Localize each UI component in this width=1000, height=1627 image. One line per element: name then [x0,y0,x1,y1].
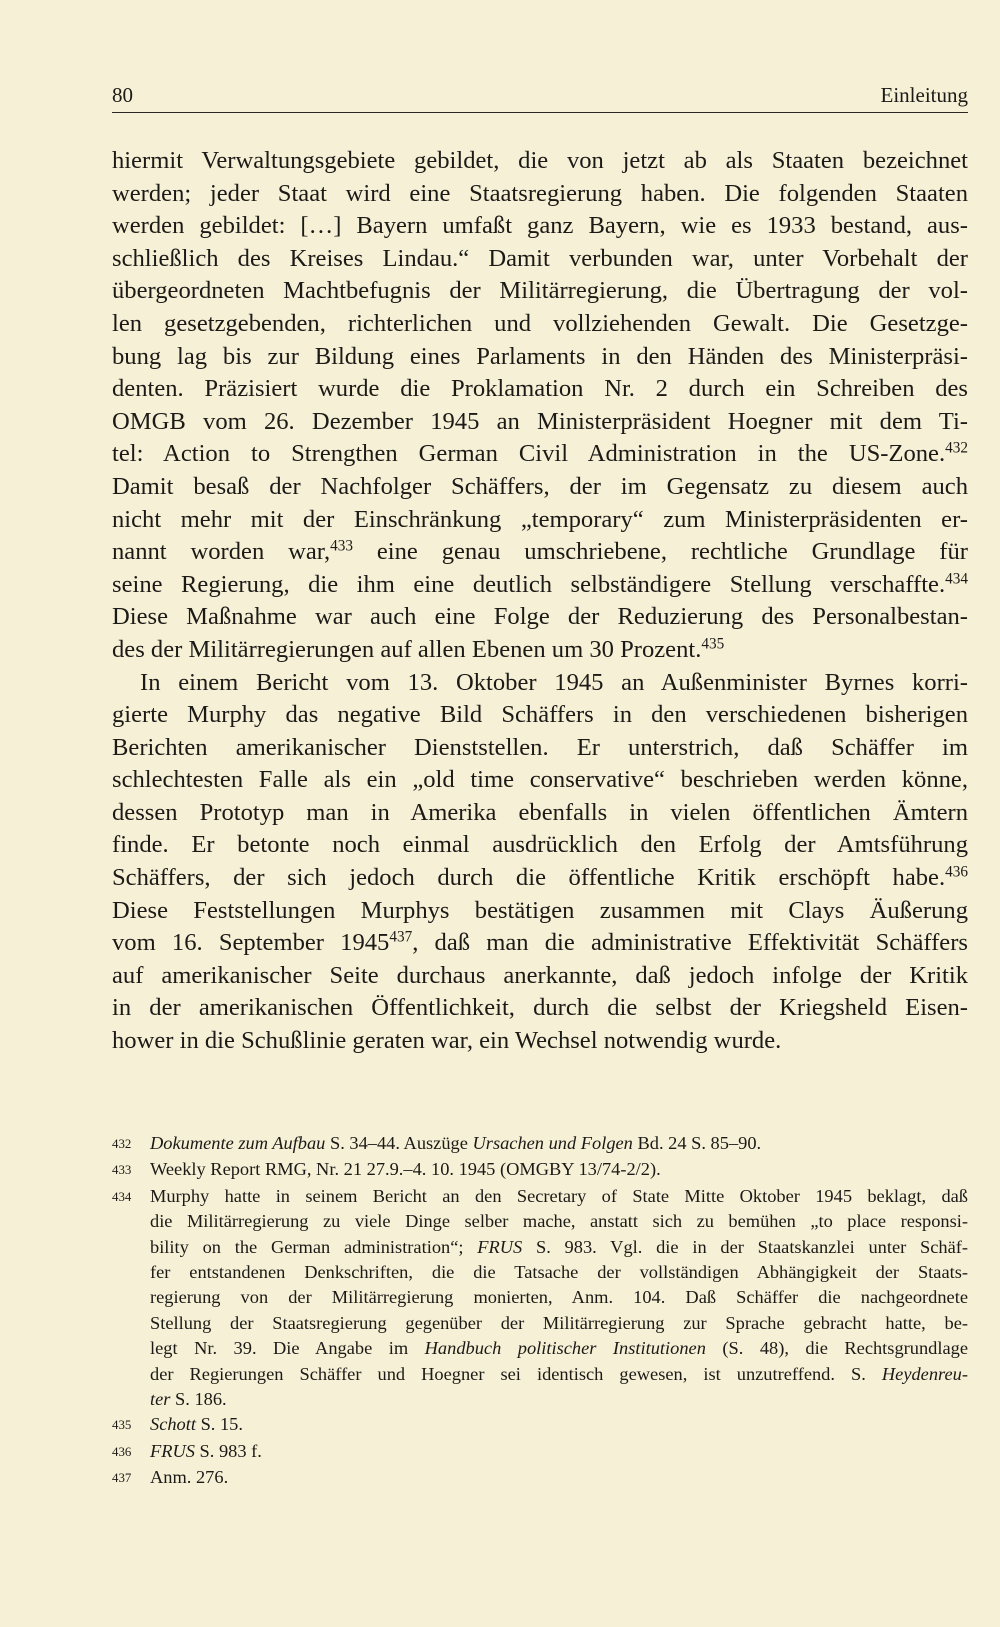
paragraph-1 [112,145,968,667]
text-line: Diese Feststellungen Murphys bestätigen zusammen mit Clays Äußerung [112,896,968,924]
footnote-ref[interactable]: 433 [330,537,354,555]
italic-title: ter [150,1389,171,1410]
footnote-line: die Militärregierung zu viele Dinge selber mache, anstatt sich zu bemühen „to place responsi- [150,1211,968,1232]
footnote-number: 436 [112,1444,132,1459]
text-line [112,569,968,602]
text-line: gierte Murphy das negative Bild Schäffers in den verschiedenen bisherigen [112,701,968,729]
footnote-line: regierung von der Militärregierung monierten, Anm. 104. Daß Schäffer die nachgeordnete [150,1287,968,1308]
footnote-text: Anm. 276. [150,1467,229,1488]
text-run: S. 34–44. Auszüge [325,1133,473,1153]
text-line [112,438,968,471]
text-line: hiermit Verwaltungsgebiete gebildet, die von jetzt ab als Staaten bezeichnet [112,147,968,174]
text-line: schließlich des Kreises Lindau.“ Damit verbunden war, unter Vorbehalt der [112,244,968,272]
paragraph-2 [112,667,968,1058]
footnote-line [150,1362,968,1387]
text-line: werden; jeder Staat wird eine Staatsregierung haben. Die folgenden Staaten [112,179,968,207]
text-run: (S. 48), die Rechtsgrundlage [705,1338,968,1359]
italic-title: Heydenreu- [881,1363,968,1384]
footnote-434 [112,1184,968,1413]
line-text: Schäffers, der sich jedoch durch die öffentliche Kritik erschöpft habe. [112,864,946,892]
text-line: werden gebildet: […] Bayern umfaßt ganz Bayern, wie es 1933 bestand, aus- [112,212,968,240]
footnote-436 [112,1439,968,1465]
line-text: , daß man die administrative Effektivität Schäffers [412,929,968,957]
line-text: vom 16. September 1945 [112,929,390,957]
text-line: in der amerikanischen Öffentlichkeit, durch die selbst der Kriegsheld Eisen- [112,994,968,1022]
main-text [112,145,968,1058]
page-header [112,78,968,113]
text-run: bility on the German administration“; [150,1236,478,1257]
italic-title: FRUS [150,1440,195,1461]
text-line [112,634,968,667]
italic-title: FRUS [477,1236,523,1257]
text-run: S. 186. [170,1389,227,1410]
footnote-437 [112,1465,968,1491]
footnote-432 [112,1131,968,1157]
text-line: übergeordneten Machtbefugnis der Militärregierung, die Übertragung der vol- [112,277,968,305]
text-line: bung lag bis zur Bildung eines Parlaments in den Händen des Ministerpräsi- [112,342,968,370]
footnote-line: Murphy hatte in seinem Bericht an den Secretary of State Mitte Oktober 1945 beklagt, daß [150,1185,968,1206]
text-line: OMGB vom 26. Dezember 1945 an Ministerpräsident Hoegner mit dem Ti- [112,407,968,435]
footnote-text [150,1184,968,1413]
text-line: In einem Bericht vom 13. Oktober 1945 an Außenminister Byrnes korri- [140,668,968,696]
text-line: hower in die Schußlinie geraten war, ein Wechsel notwendig wurde. [112,1027,782,1055]
text-line [112,927,968,960]
text-run: legt Nr. 39. Die Angabe im [150,1338,425,1359]
line-text: tel: Action to Strengthen German Civil Administration in the US-Zone. [112,440,946,468]
footnote-line [150,1387,968,1412]
text-line [112,862,968,895]
text-run: S. 983. Vgl. die in der Staatskanzlei unter Schäf- [522,1236,968,1257]
footnote-number: 432 [112,1137,132,1151]
footnote-text: Weekly Report RMG, Nr. 21 27.9.–4. 10. 1945 (OMGBY 13/74-2/2). [150,1159,661,1180]
italic-title: Schott [150,1414,196,1435]
text-line: nicht mehr mit der Einschränkung „temporary“ zum Ministerpräsidenten er- [112,505,968,533]
footnote-ref[interactable]: 434 [945,570,968,588]
text-line [112,536,968,569]
footnote-ref[interactable]: 437 [389,928,413,946]
footnote-433 [112,1157,968,1183]
italic-title: Dokumente zum Aufbau [150,1133,326,1153]
running-title: Einleitung [880,83,968,107]
page-number: 80 [112,83,133,107]
text-line: denten. Präzisiert wurde die Proklamation Nr. 2 durch ein Schreiben des [112,375,968,403]
footnote-435 [112,1412,968,1438]
line-text: des der Militärregierungen auf allen Ebenen um 30 Prozent. [112,635,702,663]
footnote-number: 433 [112,1163,132,1178]
footnote-line [150,1235,968,1260]
text-run: S. 983 f. [194,1440,262,1461]
line-text: eine genau umschriebene, rechtliche Grundlage für [353,538,968,566]
footnote-number: 437 [112,1471,132,1486]
footnote-line: fer entstandenen Denkschriften, die die Tatsache der vollständigen Abhängigkeit der Staats- [150,1262,968,1283]
line-text: nannt worden war, [112,538,331,566]
footnote-text [150,1439,968,1465]
text-line: dessen Prototyp man in Amerika ebenfalls in vielen öffentlichen Ämtern [112,798,968,826]
text-line: Damit besaß der Nachfolger Schäffers, der im Gegensatz zu diesem auch [112,472,968,500]
footnote-ref[interactable]: 435 [701,635,725,653]
text-line: len gesetzgebenden, richterlichen und vollziehenden Gewalt. Die Gesetzge- [112,309,968,337]
footnote-number: 435 [112,1418,132,1433]
text-run: der Regierungen Schäffer und Hoegner sei identisch gewesen, ist unzutreffend. S. [150,1363,882,1384]
text-line: Diese Maßnahme war auch eine Folge der Reduzierung des Personalbestan- [112,603,968,631]
text-line: finde. Er betonte noch einmal ausdrücklich den Erfolg der Amtsführung [112,831,968,859]
text-run: Bd. 24 S. 85–90. [632,1133,762,1153]
footnote-number: 434 [112,1189,132,1204]
text-line: Berichten amerikanischer Dienststellen. Er unterstrich, daß Schäffer im [112,733,968,761]
line-text: seine Regierung, die ihm eine deutlich selbständigere Stellung verschaffte. [112,570,946,598]
footnote-text [150,1412,968,1438]
text-line: auf amerikanischer Seite durchaus anerkannte, daß jedoch infolge der Kritik [112,961,968,989]
footnote-line [150,1336,968,1361]
footnote-line: Stellung der Staatsregierung gegenüber der Militärregierung zur Sprache gebracht hatte, be- [150,1312,968,1333]
italic-title: Handbuch politischer Institutionen [424,1338,706,1359]
footnotes [112,1131,968,1492]
footnote-ref[interactable]: 432 [945,439,968,457]
text-line: schlechtesten Falle als ein „old time conservative“ beschrieben werden könne, [112,766,968,794]
footnote-ref[interactable]: 436 [945,863,968,881]
italic-title: Ursachen und Folgen [472,1133,633,1153]
footnote-text [150,1131,968,1157]
text-run: S. 15. [195,1414,243,1435]
